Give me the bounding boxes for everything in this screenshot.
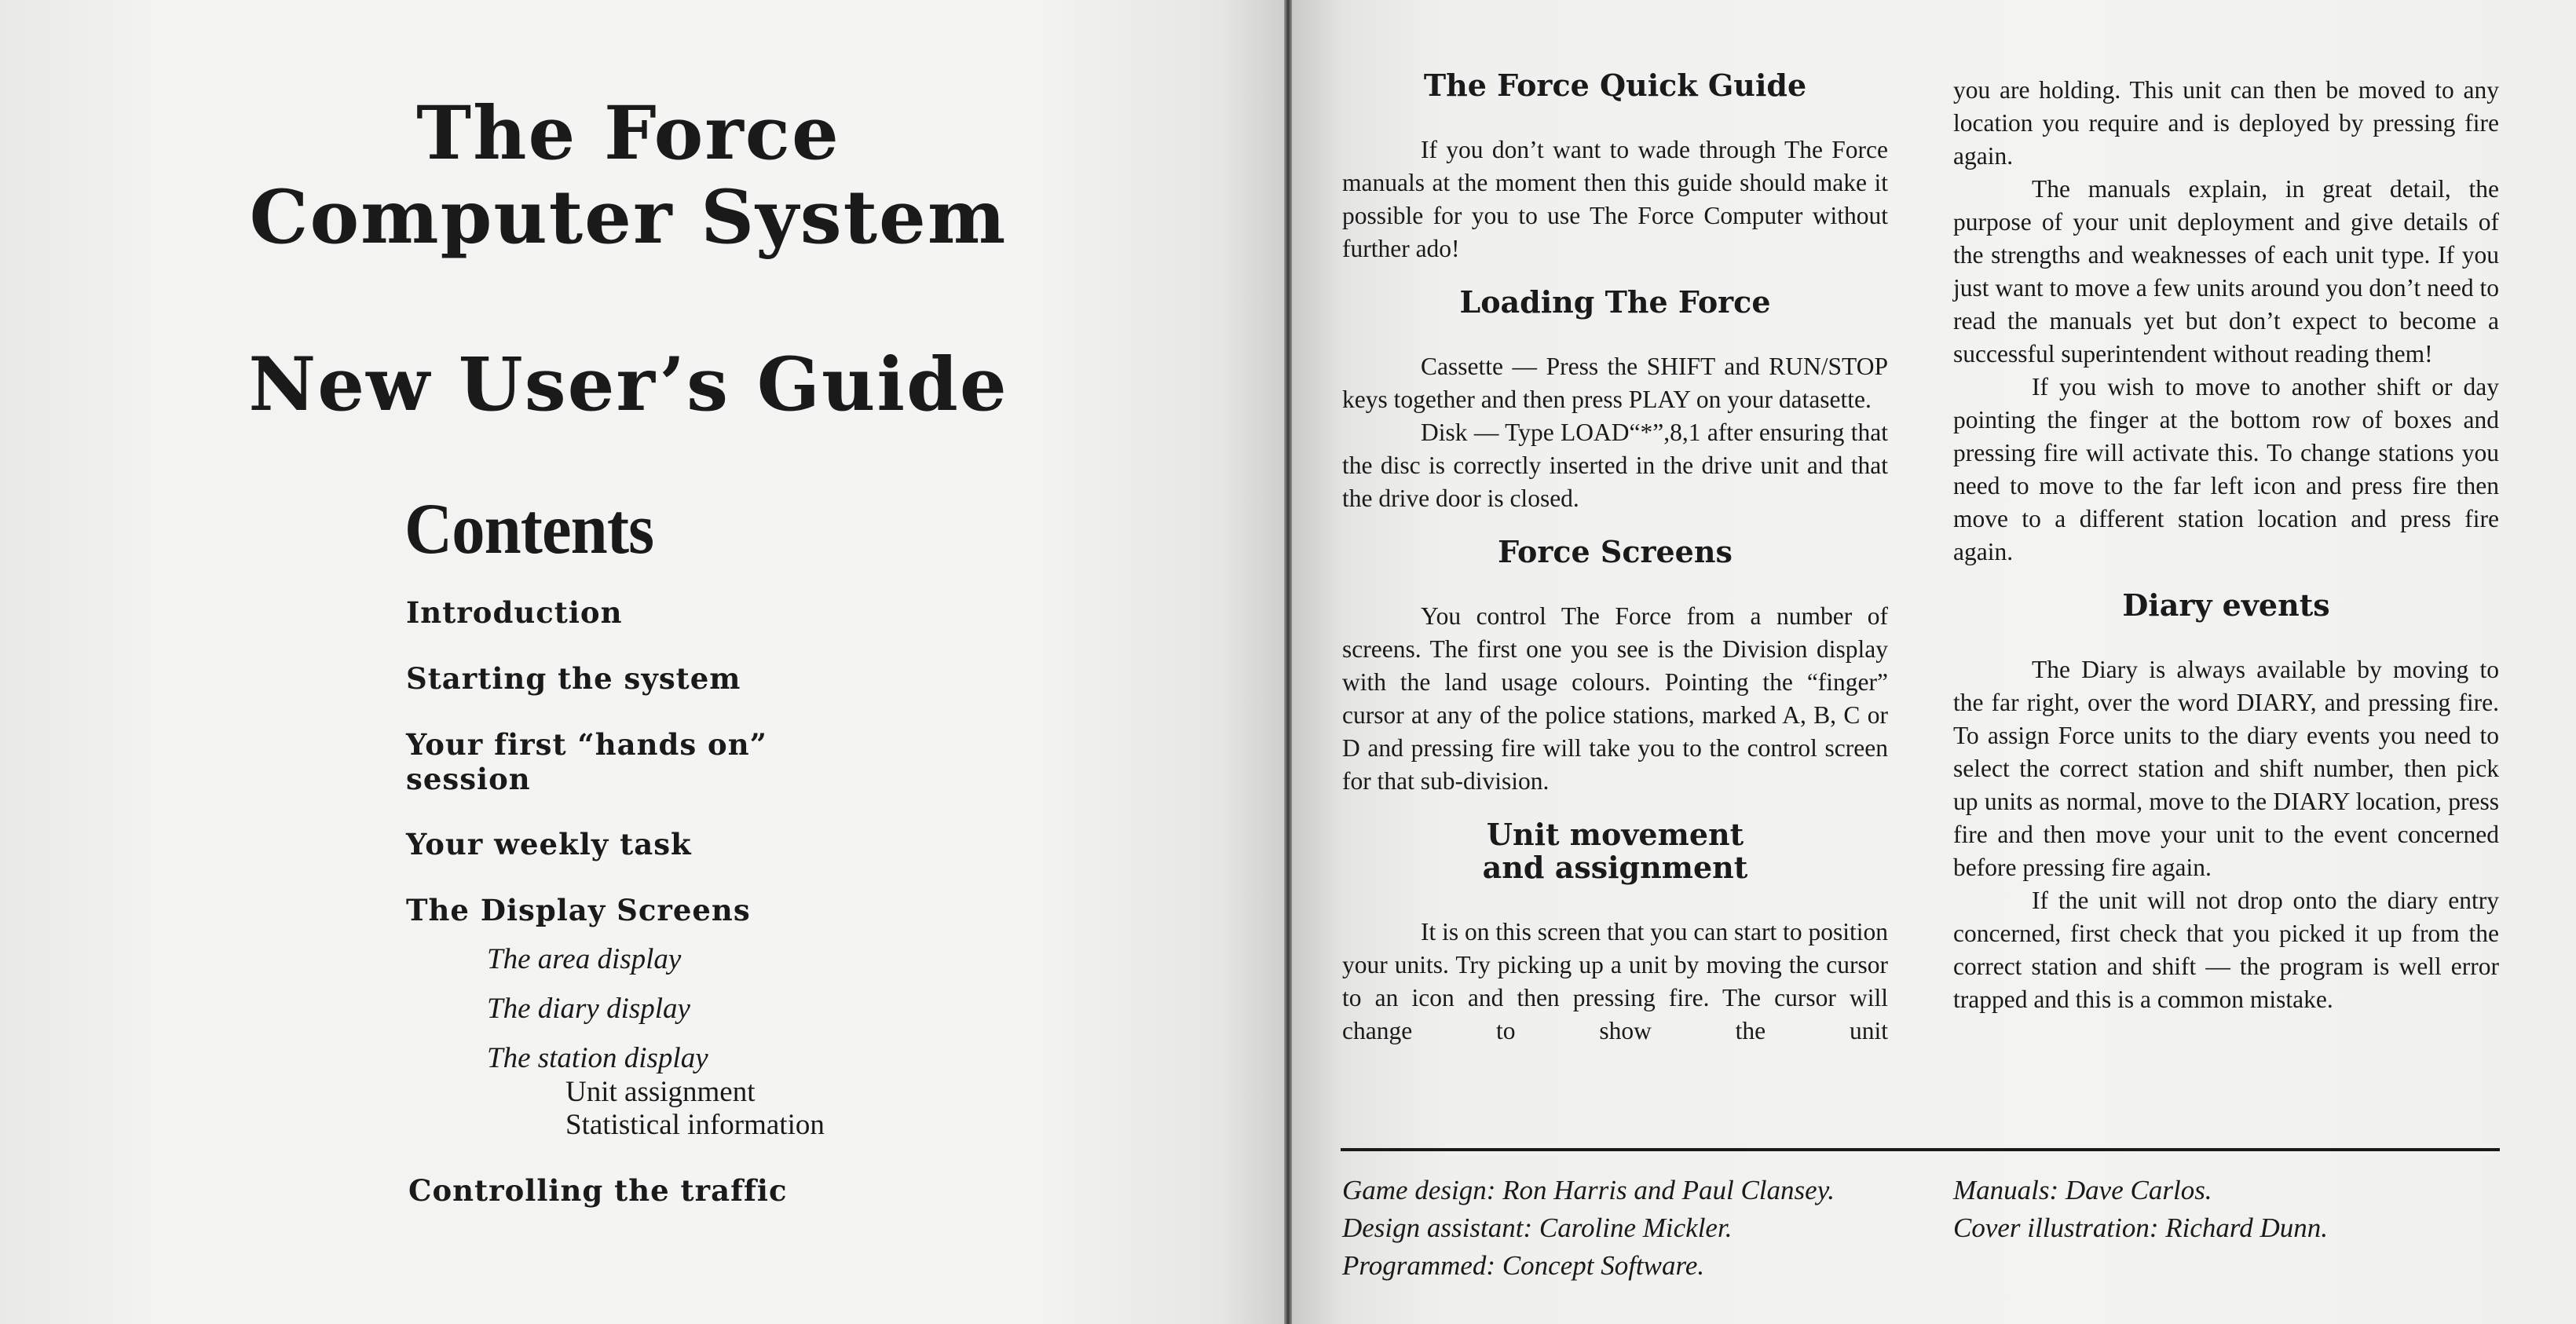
credit-programmed: Programmed: Concept Software.: [1342, 1250, 1705, 1281]
credit-design-assistant: Design assistant: Caroline Mickler.: [1342, 1212, 1733, 1243]
toc-station-display: The station display: [487, 1042, 708, 1074]
credits-left: [1342, 1172, 1835, 1285]
toc-display-screens: The Display Screens: [406, 893, 751, 927]
column-2: [1953, 74, 2499, 1016]
left-page: [0, 0, 1284, 1324]
title-line-1: The Force: [416, 90, 840, 177]
toc-traffic: Controlling the traffic: [408, 1173, 788, 1208]
loading-disk: Disk — Type LOAD“*”,8,1 after ensuring that the disc is correctly inserted in the drive unit and that the drive door is closed.: [1342, 419, 1888, 512]
credit-manuals: Manuals: Dave Carlos.: [1953, 1175, 2212, 1205]
right-page: [1292, 0, 2576, 1324]
credits-right: [1953, 1172, 2328, 1247]
unit-heading-2: and assignment: [1482, 850, 1748, 885]
subtitle: New User’s Guide: [248, 342, 1008, 428]
diary-text-2: If the unit will not drop onto the diary entry concerned, first check that you picked it up from the correct station and shift — the program is well error trapped and this is a common mistake.: [1953, 887, 2499, 1013]
toc-first-session-2: session: [406, 762, 531, 796]
diary-heading: Diary events: [2122, 587, 2330, 623]
loading-cassette: Cassette — Press the SHIFT and RUN/STOP keys together and then press PLAY on your datasette.: [1342, 353, 1888, 413]
unit-text: It is on this screen that you can start to position your units. Try picking up a unit by moving the cursor to an icon and then pressing fire. The cursor will change to show the unit: [1342, 918, 1888, 1044]
loading-heading: Loading The Force: [1459, 284, 1771, 320]
toc-starting: Starting the system: [406, 661, 741, 696]
diary-text: The Diary is always available by moving to the far right, over the word DIARY, and pressing fire. To assign Force units to the diary events you need to select the correct station and shift number, then pick up units as normal, move to the DIARY location, press fire and then move your unit to the event concerned before pressing fire again.: [1953, 656, 2499, 881]
toc-area-display: The area display: [487, 943, 682, 975]
screens-heading: Force Screens: [1498, 534, 1733, 569]
toc-weekly-task: Your weekly task: [406, 827, 692, 861]
title-line-2: Computer System: [249, 174, 1008, 261]
quick-guide-text: If you don’t want to wade through The Force manuals at the moment then this guide should make it possible for you to use The Force Computer without further ado!: [1342, 136, 1888, 262]
book-spine: [1284, 0, 1292, 1324]
credit-cover: Cover illustration: Richard Dunn.: [1953, 1212, 2329, 1243]
unit-text-cont: you are holding. This unit can then be moved to any location you require and is deployed by pressing fire again.: [1953, 76, 2499, 170]
screens-text: You control The Force from a number of screens. The first one you see is the Division display with the land usage colours. Pointing the “finger” cursor at any of the police stations, marked A, B, C or D and pressing fire will take you to the control screen for that sub-division.: [1342, 602, 1888, 795]
shift-text: If you wish to move to another shift or day pointing the finger at the bottom row of boxes and pressing fire will activate this. To change stations you need to move to the far left icon and press fire then move to a different station location and press fire again.: [1953, 373, 2499, 565]
unit-heading-1: Unit movement: [1486, 817, 1744, 852]
toc-unit-assignment: Unit assignment: [565, 1076, 756, 1108]
column-1: [1342, 69, 1888, 1048]
quick-guide-heading: The Force Quick Guide: [1423, 68, 1807, 103]
divider-rule: [1341, 1148, 2500, 1151]
toc-statistical-information: Statistical information: [565, 1109, 825, 1141]
credit-game-design: Game design: Ron Harris and Paul Clansey.: [1342, 1175, 1835, 1205]
contents-heading: Contents: [404, 488, 654, 569]
manuals-text: The manuals explain, in great detail, the purpose of your unit deployment and give details of the strengths and weaknesses of each unit type. If you just want to move a few units around you don’t need to read the manuals yet but don’t expect to become a successful superintendent without reading them!: [1953, 175, 2499, 368]
toc-first-session-1: Your first “hands on”: [406, 727, 767, 762]
toc-diary-display: The diary display: [487, 993, 690, 1025]
toc-introduction: Introduction: [406, 595, 623, 630]
